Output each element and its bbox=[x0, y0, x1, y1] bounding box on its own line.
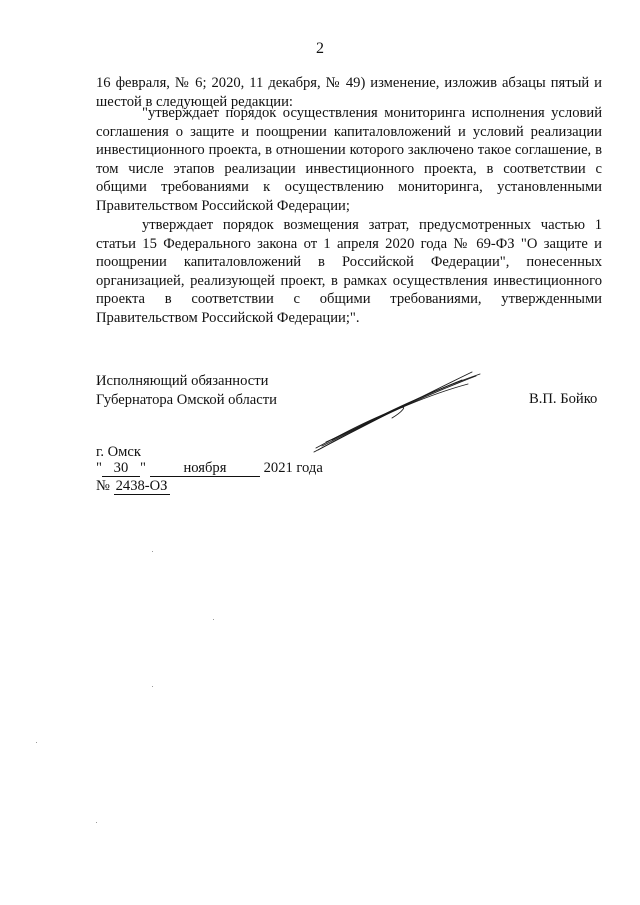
signing-date bbox=[96, 460, 323, 477]
scan-speck bbox=[152, 686, 153, 687]
handwritten-signature bbox=[312, 368, 482, 454]
signatory-title-line2: Губернатора Омской области bbox=[96, 392, 277, 408]
date-year: 2021 года bbox=[263, 460, 323, 476]
paragraph-monitoring-procedure bbox=[96, 104, 602, 215]
date-month: ноября bbox=[150, 461, 260, 477]
scan-speck bbox=[213, 619, 214, 620]
paragraph-text: 16 февраля, № 6; 2020, 11 декабря, № 49) изменение, изложив абзацы пятый и шестой в следующей редакции: bbox=[96, 75, 602, 110]
paragraph-cost-reimbursement bbox=[96, 216, 602, 327]
scan-speck bbox=[152, 551, 153, 552]
date-day: 30 bbox=[102, 461, 140, 477]
page-number: 2 bbox=[316, 40, 324, 57]
signatory-title bbox=[96, 372, 277, 410]
place-of-signing: г. Омск bbox=[96, 444, 141, 460]
signatory-title-line1: Исполняющий обязанности bbox=[96, 373, 269, 389]
law-number-value: 2438-ОЗ bbox=[115, 478, 168, 494]
signatory-name: В.П. Бойко bbox=[529, 391, 598, 407]
scan-speck bbox=[96, 822, 97, 823]
paragraph-text: утверждает порядок возмещения затрат, предусмотренных частью 1 статьи 15 Федерального закона от 1 апреля 2020 года № 69-ФЗ "О защите и поощрении капиталовложений в Российской Федерации", понесенных организацией, реализующей проект, в рамках осуществления инвестиционного проекта в соответствии с общими требованиями, утвержденными Правительством Российской Федерации;". bbox=[96, 217, 602, 326]
number-sign: № bbox=[96, 478, 110, 494]
date-quote-open: " bbox=[96, 460, 102, 476]
scan-speck bbox=[36, 742, 37, 743]
paragraph-text: "утверждает порядок осуществления мониторинга исполнения условий соглашения о защите и поощрении капиталовложений и условий реализации инвестиционного проекта, в отношении которого заключено такое соглашение, в том числе этапов реализации инвестиционного проекта, в соответствии с общими требованиями к осуществлению мониторинга, установленными Правительством Российской Федерации; bbox=[96, 105, 602, 214]
date-quote-close: " bbox=[139, 460, 146, 476]
law-number bbox=[96, 478, 170, 495]
